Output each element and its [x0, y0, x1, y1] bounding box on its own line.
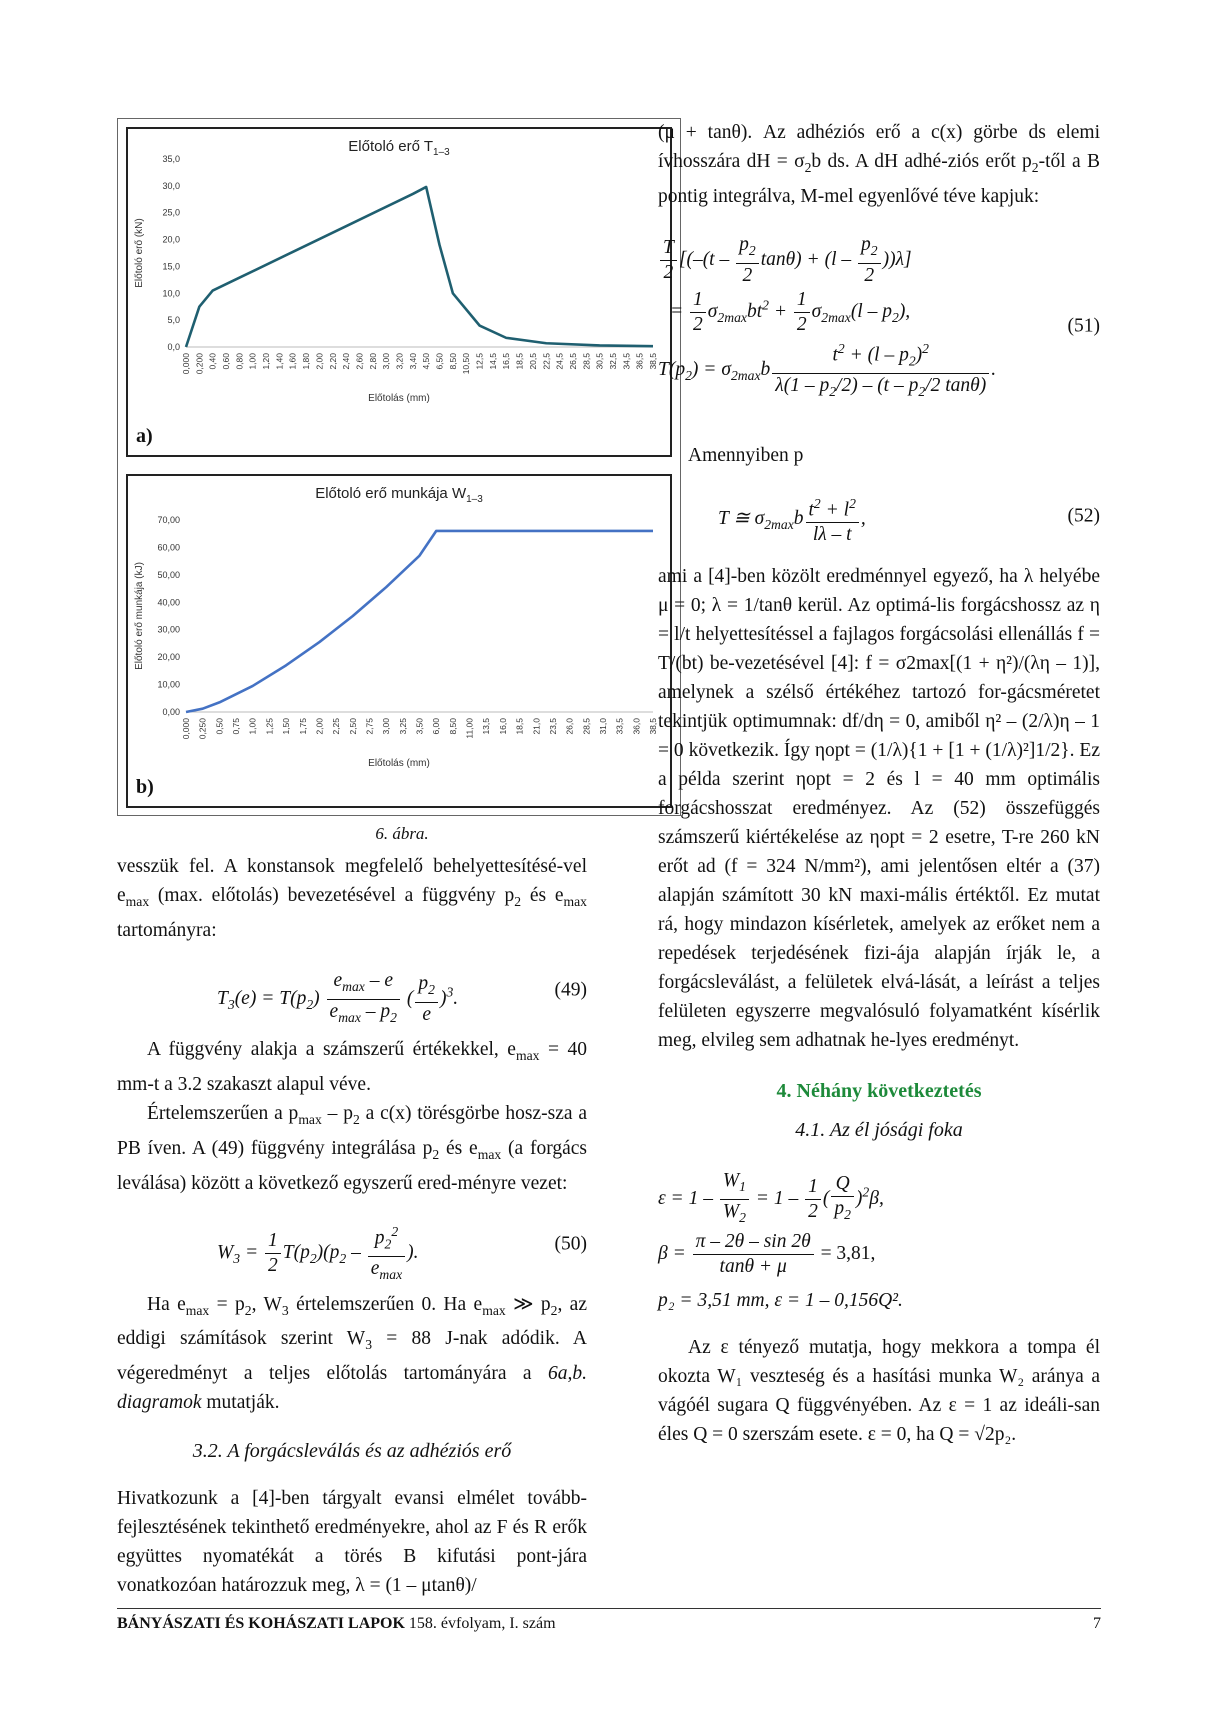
eq-number-50: (50)	[554, 1233, 587, 1255]
chart-b-frame	[126, 474, 672, 808]
x-tick-label: 2,20	[327, 353, 338, 370]
right-paragraph-3: ami a [4]-ben közölt eredménnyel egyező, ha λ helyébe μ = 0; λ = 1/tanθ kerül. Az optimá-lis forgácshossz az η = l/t helyettesítéssel a fajlagos forgácsolási ellenállás f = T/(bt) be-vezetésével [4]: f = σ2max[(1 + η²)/(λη – 1)], amelynek a szélső értékéhez tartozó for-gácsméretet tekintjük optimumnak: df/dη = 0, amiből η² – (2/λ)η – 1 = 0 következik. Így ηopt = (1/λ){1 + [1 + (1/λ)²]1/2}. Ez a példa szerint ηopt = 2 és l = 40 mm optimális forgácshosszat eredményez. Az (52) összefüggés számszerű kiértékelése az ηopt = 2 esetre, T-re 260 kN erőt ad (f = 324 N/mm²), ami jelentősen eltér a (37) alapján számított 30 kN maxi-mális értéktől. Ez mutat rá, hogy mindazon kísérletek, amelyek az erőket nem a repedések terjedésének fizi-ája alapján írják le, a forgácsleválást, a felületek elvá-lását, a leírást a teljes felületen egyszerre megvalósuló folyamatként kísérlik meg, elvileg sem adhatnak he-lyes eredményt.	[658, 565, 1100, 1051]
chart-title: Előtoló erő munkája $W_{1-3}$	[315, 485, 483, 505]
x-tick-label: 13,5	[481, 718, 492, 735]
right-paragraph-4: Az ε tényező mutatja, hogy mekkora a tompa él okozta W₁ veszteség és a hasítási munka W₂ aránya a vágóél sugara Q függvényében. Az ε = 1 az ideáli-san éles Q = 0 szerszám esete. ε = 0, ha Q = √2p₂.	[658, 1336, 1100, 1445]
left-paragraph-5: Hivatkozunk a [4]-ben tárgyalt evansi elmélet tovább-fejlesztésének tekinthető eredményekre, ahol az F és R erők együttes nyomatékát a törés B kifutási pont-jára vonatkozóan határozzuk meg, λ = (1 – μtanθ)/	[117, 1488, 587, 1597]
x-tick-label: 0,000	[181, 353, 191, 375]
x-axis-label: Előtolás (mm)	[368, 758, 430, 769]
chart-b	[128, 476, 670, 806]
left-paragraph-2: A függvény alakja a számszerű értékekkel, $e_{max} = 40$ mm-t a 3.2 szakaszt alapul véve.	[117, 1038, 587, 1095]
page-number: 7	[1093, 1615, 1101, 1632]
y-tick-label: 10,00	[157, 679, 180, 690]
x-tick-label: 2,25	[331, 718, 342, 735]
equation-epsilon: ε = 1 – $\frac{W_1}{W_2}$ = 1 – $\frac{1}{2}$ ( $\frac{Q}{p_2}$ )$^2$β, β = $\frac{\pi - 2\theta - \sin 2\theta}{\tan\theta + \mu}$ = 3,81, p₂ = 3,51 mm, ε = 1 – 0,156Q².	[658, 1169, 903, 1311]
x-tick-label: 16,0	[497, 718, 508, 735]
y-tick-label: 0,0	[167, 342, 180, 352]
x-tick-label: 18,5	[514, 353, 525, 370]
chart-title: Előtoló erő $T_{1-3}$	[348, 138, 450, 158]
x-tick-label: 26,5	[567, 353, 578, 370]
x-tick-label: 0,40	[207, 353, 218, 370]
y-tick-label: 30,00	[157, 624, 180, 635]
x-tick-label: 3,20	[394, 353, 405, 370]
journal-name: BÁNYÁSZATI ÉS KOHÁSZATI LAPOK	[117, 1615, 405, 1632]
x-tick-label: 36,0	[631, 718, 642, 735]
x-tick-label: 2,00	[314, 353, 325, 370]
equation-49: $T_3(e) = T(p_2)$ $\frac{e_{max} - e}{e_{max} - p_2}$ ( $\frac{p_2}{e}$ )$^3$. (49)	[217, 969, 587, 1025]
x-tick-label: 1,25	[264, 718, 275, 735]
left-paragraph-3: Értelemszerűen a $p_{max} - p_2$ a c(x) törésgörbe hosz-sza a PB íven. A (49) függvény integrálása $p_2$ és $e_{max}$ (a forgács leválása) között a következő egyszerű ered-ményre vezet:	[117, 1102, 588, 1194]
x-tick-label: 38,5	[648, 353, 658, 370]
x-tick-label: 0,60	[221, 353, 232, 370]
equation-52: T ≅ $\sigma_{2max}b$ $\frac{t^2 + l^2}{l\lambda - t}$ , (52)	[658, 480, 1100, 552]
series-line	[186, 531, 653, 712]
x-tick-label: 2,60	[354, 353, 365, 370]
y-axis-label: Előtoló erő (kN)	[134, 218, 145, 288]
x-tick-label: 22,5	[541, 353, 552, 370]
x-tick-label: 34,5	[621, 353, 632, 370]
x-tick-label: 0,000	[181, 718, 191, 740]
x-tick-label: 0,250	[197, 718, 208, 740]
x-tick-label: 1,80	[301, 353, 312, 370]
x-tick-label: 31,0	[597, 718, 608, 735]
x-tick-label: 14,5	[487, 353, 498, 370]
figure-caption: 6. ábra.	[375, 824, 429, 843]
x-tick-label: 0,200	[194, 353, 205, 375]
right-paragraph-2: Amennyiben p	[688, 444, 804, 466]
y-tick-label: 50,00	[157, 569, 180, 580]
x-tick-label: 23,5	[547, 718, 558, 735]
x-tick-label: 1,50	[281, 718, 292, 735]
x-tick-label: 2,00	[314, 718, 325, 735]
x-tick-label: 3,50	[414, 718, 425, 735]
y-tick-label: 0,00	[162, 707, 180, 717]
x-tick-label: 3,40	[407, 353, 418, 370]
right-column	[658, 118, 1100, 1449]
left-column	[117, 852, 587, 1600]
left-paragraph-1: vesszük fel. A konstansok megfelelő behelyettesítésé-vel $e_{max}$ (max. előtolás) bevezetésével a függvény $p_2$ és $e_{max}$ tartományra:	[117, 856, 588, 941]
x-tick-label: 32,5	[607, 353, 618, 370]
y-tick-label: 70,00	[157, 515, 180, 525]
y-tick-label: 40,00	[157, 597, 180, 608]
y-tick-label: 5,0	[167, 315, 180, 326]
y-tick-label: 30,0	[162, 180, 180, 191]
x-tick-label: 26,0	[564, 718, 575, 735]
x-tick-label: 18,5	[514, 718, 525, 735]
x-tick-label: 2,40	[341, 353, 352, 370]
eq-number-49: (49)	[554, 979, 587, 1001]
x-tick-label: 38,5	[648, 718, 658, 735]
x-tick-label: 28,5	[581, 353, 592, 370]
x-tick-label: 4,50	[421, 353, 432, 370]
y-tick-label: 10,0	[162, 288, 180, 299]
x-tick-label: 3,25	[397, 718, 408, 735]
x-tick-label: 1,60	[287, 353, 298, 370]
x-tick-label: 10,50	[461, 353, 472, 375]
x-tick-label: 20,5	[527, 353, 538, 370]
x-tick-label: 3,00	[381, 353, 392, 370]
y-tick-label: 20,00	[157, 652, 180, 663]
y-tick-label: 25,0	[162, 207, 180, 218]
x-tick-label: 36,5	[634, 353, 645, 370]
x-tick-label: 2,50	[347, 718, 358, 735]
y-axis-label: Előtoló erő munkája (kJ)	[134, 562, 145, 670]
series-line	[186, 187, 653, 347]
x-tick-label: 6,00	[431, 718, 442, 735]
x-tick-label: 1,00	[247, 353, 258, 370]
panel-label-b: b)	[136, 776, 154, 798]
x-tick-label: 0,75	[231, 718, 242, 735]
y-tick-label: 35,0	[162, 154, 180, 164]
panel-label-a: a)	[136, 425, 153, 447]
x-tick-label: 1,20	[261, 353, 272, 370]
left-paragraph-4: Ha $e_{max} = p_2$, $W_3$ értelemszerűen 0. Ha $e_{max}$ ≫ $p_2$, az eddigi számítások szerint $W_3 = 88$ J-nak adódik. A végeredményt a teljes előtolás tartományára a 6a,b. diagramok mutatják.	[117, 1293, 587, 1414]
equation-50: $W_3$ = $\frac{1}{2}$ $T(p_2)(p_2$ – $\frac{p_2^2}{e_{max}}$ ). (50)	[117, 1208, 587, 1280]
x-tick-label: 3,00	[381, 718, 392, 735]
y-tick-label: 60,00	[157, 542, 180, 553]
x-tick-label: 8,50	[447, 353, 458, 370]
y-tick-label: 20,0	[162, 234, 180, 245]
eq-number-52: (52)	[1067, 505, 1100, 527]
x-tick-label: 1,75	[297, 718, 308, 735]
x-tick-label: 30,5	[594, 353, 605, 370]
x-tick-label: 1,40	[274, 353, 285, 370]
x-tick-label: 21,0	[531, 718, 542, 735]
x-tick-label: 28,5	[581, 718, 592, 735]
x-tick-label: 0,50	[214, 718, 225, 735]
x-tick-label: 1,00	[247, 718, 258, 735]
right-paragraph-1: (μ + tanθ). Az adhéziós erő a c(x) görbe ds elemi ívhosszára dH = $\sigma_2b$ ds. A dH adhé-ziós erőt $p_2$-től a B pontig integrálva, M-mel egyenlővé téve kapjuk:	[658, 122, 1100, 207]
x-tick-label: 33,5	[614, 718, 625, 735]
equation-51: $\frac{T}{2}$ [(–(t – $\frac{p_2}{2}$ tanθ) + (l – $\frac{p_2}{2}$ ))λ] = $\frac{1}{2}$ $\sigma_{2max}bt^2$ + $\frac{1}{2}$ $\sigma_{2max}(l - p_2)$, $T(p_2) = \sigma_{2max}b$ $\frac{t^2 + (l - p_2)^2}{\lambda(1 - p_2/2) - (t - p_2/2 \tan\theta)}$ . (51)	[658, 233, 1100, 400]
x-tick-label: 6,50	[434, 353, 445, 370]
journal-issue: 158. évfolyam, I. szám	[404, 1615, 556, 1632]
x-tick-label: 2,75	[364, 718, 375, 735]
x-tick-label: 16,5	[501, 353, 512, 370]
section-4-title: 4. Néhány következtetés	[776, 1079, 982, 1102]
x-tick-label: 11,00	[464, 718, 475, 739]
x-tick-label: 0,80	[234, 353, 245, 370]
eq-number-51: (51)	[1067, 315, 1100, 337]
x-axis-label: Előtolás (mm)	[368, 393, 430, 404]
x-tick-label: 12,5	[474, 353, 485, 370]
subsection-3-2: 3.2. A forgácsleválás és az adhéziós erő	[192, 1440, 512, 1463]
y-tick-label: 15,0	[162, 261, 180, 272]
subsection-4-1: 4.1. Az él jósági foka	[795, 1118, 963, 1141]
x-tick-label: 2,80	[367, 353, 378, 370]
chart-a	[128, 129, 670, 455]
page-footer	[117, 1608, 1101, 1633]
x-tick-label: 24,5	[554, 353, 565, 370]
chart-a-frame	[126, 127, 672, 457]
x-tick-label: 8,50	[447, 718, 458, 735]
